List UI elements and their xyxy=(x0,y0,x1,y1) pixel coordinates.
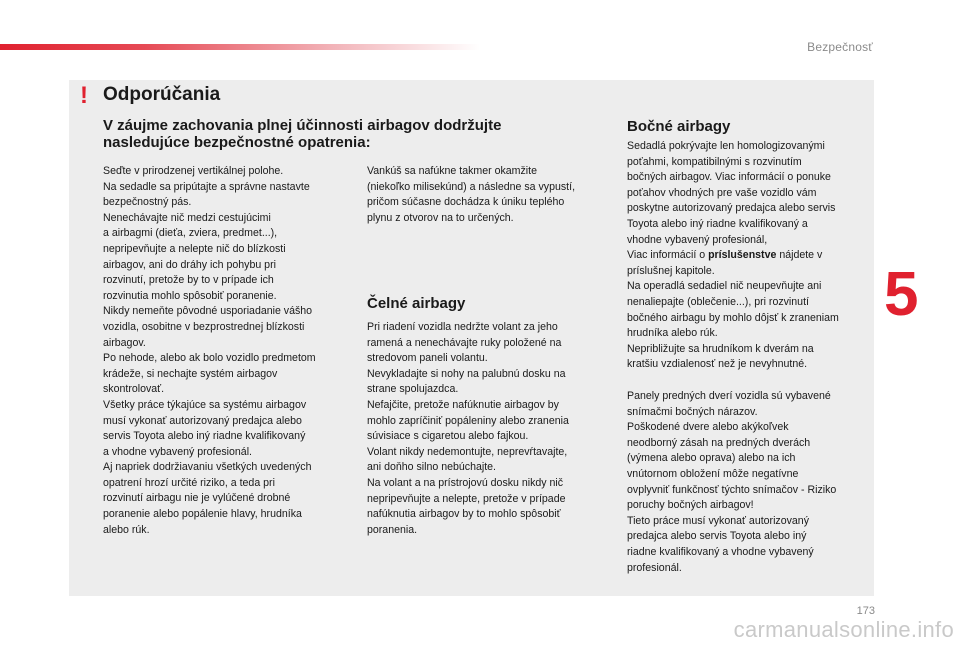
text-line: predajca alebo servis Toyota alebo iný xyxy=(627,530,807,543)
text-line: plynu z otvorov na to určených. xyxy=(367,211,514,224)
text-line: profesionál. xyxy=(627,561,682,574)
header-accent-bar xyxy=(0,44,480,50)
text-line: skontrolovať. xyxy=(103,383,165,396)
text-line: Na volant a na prístrojovú dosku nikdy nič xyxy=(367,476,564,489)
side-airbags-heading: Bočné airbagy xyxy=(627,118,731,135)
text-line: nepripevňujte a nelepte, pretože v prípade xyxy=(367,492,566,505)
text-line: vhodne vybavený profesionál, xyxy=(627,233,768,246)
text-line: airbagov. xyxy=(103,336,146,349)
text-line: ovplyvniť funkčnosť týchto snímačov - Riziko xyxy=(627,483,837,496)
text-line: Tieto práce musí vykonať autorizovaný xyxy=(627,514,809,527)
text-line: a vhodne vybavený profesionál. xyxy=(103,445,253,458)
text-line: poranenia. xyxy=(367,523,418,536)
text-line: Nepribližujte sa hrudníkom k dverám na xyxy=(627,342,814,355)
watermark: carmanualsonline.info xyxy=(733,617,954,642)
text-line: nenaliepajte (oblečenie...), pri rozvinutí xyxy=(627,295,809,308)
frontal-airbags-heading: Čelné airbagy xyxy=(367,295,466,312)
text-line: Toyota alebo iný riadne kvalifikovaný a xyxy=(627,217,808,230)
text-line: Panely predných dverí vozidla sú vybavené xyxy=(627,390,831,402)
section-title: Bezpečnosť xyxy=(807,40,873,54)
text-line: Sedadlá pokrývajte len homologizovanými xyxy=(627,140,825,152)
text-line: vozidla, osobitne v bezprostrednej blízkosti xyxy=(103,320,305,333)
text-line: vnútornom obložení môže negatívne xyxy=(627,467,799,480)
side-airbags-lines-b xyxy=(627,264,872,373)
text-line: Poškodené dvere alebo akýkoľvek xyxy=(627,421,789,434)
text-line: stredovom paneli volantu. xyxy=(367,352,488,365)
text-line: nafúknutia airbagov by to mohlo spôsobiť xyxy=(367,508,561,521)
text-line: mohlo zapríčiniť popáleniny alebo zranenia xyxy=(367,414,569,427)
warning-icon: ! xyxy=(80,82,88,109)
text-line: hrudníka alebo rúk. xyxy=(627,327,718,340)
text-line: bezpečnostný pás. xyxy=(103,196,192,209)
accessories-prefix: Viac informácií o xyxy=(627,249,709,262)
text-line: Na sedadle sa pripútajte a správne nastavte xyxy=(103,180,310,193)
text-line: (výmena alebo oprava) alebo na ich xyxy=(627,452,796,465)
side-airbags-lines-a xyxy=(627,139,872,248)
text-line: a airbagmi (dieťa, zviera, predmet...), xyxy=(103,227,278,240)
accessories-suffix: nájdete v xyxy=(776,249,823,262)
text-line: krádeže, si nechajte systém airbagov xyxy=(103,367,278,380)
page-number: 173 xyxy=(856,605,875,617)
column-2-text xyxy=(367,164,612,226)
text-line: nepripevňujte a nelepte nič do blízkosti xyxy=(103,242,286,255)
text-line: Nenechávajte nič medzi cestujúcimi xyxy=(103,211,271,224)
text-line: Seďte v prirodzenej vertikálnej polohe. xyxy=(103,165,284,177)
text-line: opatrení hrozí určité riziko, a teda pri xyxy=(103,476,275,489)
text-line: poťahmi, kompatibilnými s rozvinutím xyxy=(627,155,802,168)
text-line: Nefajčite, pretože nafúknutie airbagov by xyxy=(367,398,559,411)
text-line: pričom súčasne dochádza k úniku teplého xyxy=(367,196,565,209)
text-line: servis Toyota alebo iný riadne kvalifikovaný xyxy=(103,430,306,443)
text-line: neodborný zásah na predných dverách xyxy=(627,436,811,449)
text-line: poruchy bočných airbagov! xyxy=(627,499,754,512)
text-line: airbagov, ani do dráhy ich pohybu pri xyxy=(103,258,276,271)
text-line: ani doňho silno nebúchajte. xyxy=(367,461,496,474)
door-sensors-text xyxy=(627,389,872,576)
text-line: Nikdy nemeňte pôvodné usporiadanie vášho xyxy=(103,305,313,318)
text-line: kratšiu vzdialenosť než je nevyhnutné. xyxy=(627,358,808,371)
frontal-airbags-text xyxy=(367,320,612,538)
chapter-number: 5 xyxy=(884,260,919,329)
panel-title: Odporúčania xyxy=(103,84,221,105)
text-line: Vankúš sa nafúkne takmer okamžite xyxy=(367,165,537,177)
accessories-link-text: príslušenstve xyxy=(708,249,777,262)
text-line: bočných airbagov. Viac informácií o ponuke xyxy=(627,171,831,184)
text-line: Na operadlá sedadiel nič neupevňujte ani xyxy=(627,280,822,293)
text-line: Nevykladajte si nohy na palubnú dosku na xyxy=(367,367,566,380)
text-line: rozvinutí airbagu nie je vylúčené drobné xyxy=(103,492,291,505)
main-heading: V záujme zachovania plnej účinnosti airbagov dodržujte nasledujúce bezpečnostné opatrenia: xyxy=(103,117,502,151)
text-line: strane spolujazdca. xyxy=(367,383,459,396)
side-airbags-text xyxy=(627,139,872,373)
text-line: Po nehode, alebo ak bolo vozidlo predmetom xyxy=(103,352,316,365)
accessories-reference xyxy=(627,248,872,264)
text-line: Pri riadení vozidla nedržte volant za jeho xyxy=(367,321,558,333)
text-line: poranenie alebo popálenie hlavy, hrudníka xyxy=(103,508,302,521)
text-line: rozvinutí, pretože by to v prípade ich xyxy=(103,274,274,287)
text-line: musí vykonať autorizovaný predajca alebo xyxy=(103,414,302,427)
column-1-text xyxy=(103,164,353,538)
text-line: Aj napriek dodržiavaniu všetkých uvedených xyxy=(103,461,312,474)
text-line: súvisiace s cigaretou alebo fajkou. xyxy=(367,430,529,443)
text-line: poťahov vhodných pre vaše vozidlo vám xyxy=(627,186,817,199)
text-line: rozvinutia mohlo spôsobiť poranenie. xyxy=(103,289,277,302)
text-line: (niekoľko milisekúnd) a následne sa vypustí, xyxy=(367,180,576,193)
text-line: alebo rúk. xyxy=(103,523,150,536)
text-line: príslušnej kapitole. xyxy=(627,264,715,277)
text-line: snímačmi bočných nárazov. xyxy=(627,405,758,418)
text-line: ramená a nenechávajte ruky položené na xyxy=(367,336,562,349)
text-line: bočného airbagu by mohlo dôjsť k zraneniam xyxy=(627,311,839,324)
text-line: Všetky práce týkajúce sa systému airbagov xyxy=(103,398,307,411)
text-line: riadne kvalifikovaný a vhodne vybavený xyxy=(627,545,814,558)
text-line: poskytne autorizovaný predajca alebo servis xyxy=(627,202,836,215)
text-line: Volant nikdy nedemontujte, neprevŕtavajte, xyxy=(367,445,568,458)
